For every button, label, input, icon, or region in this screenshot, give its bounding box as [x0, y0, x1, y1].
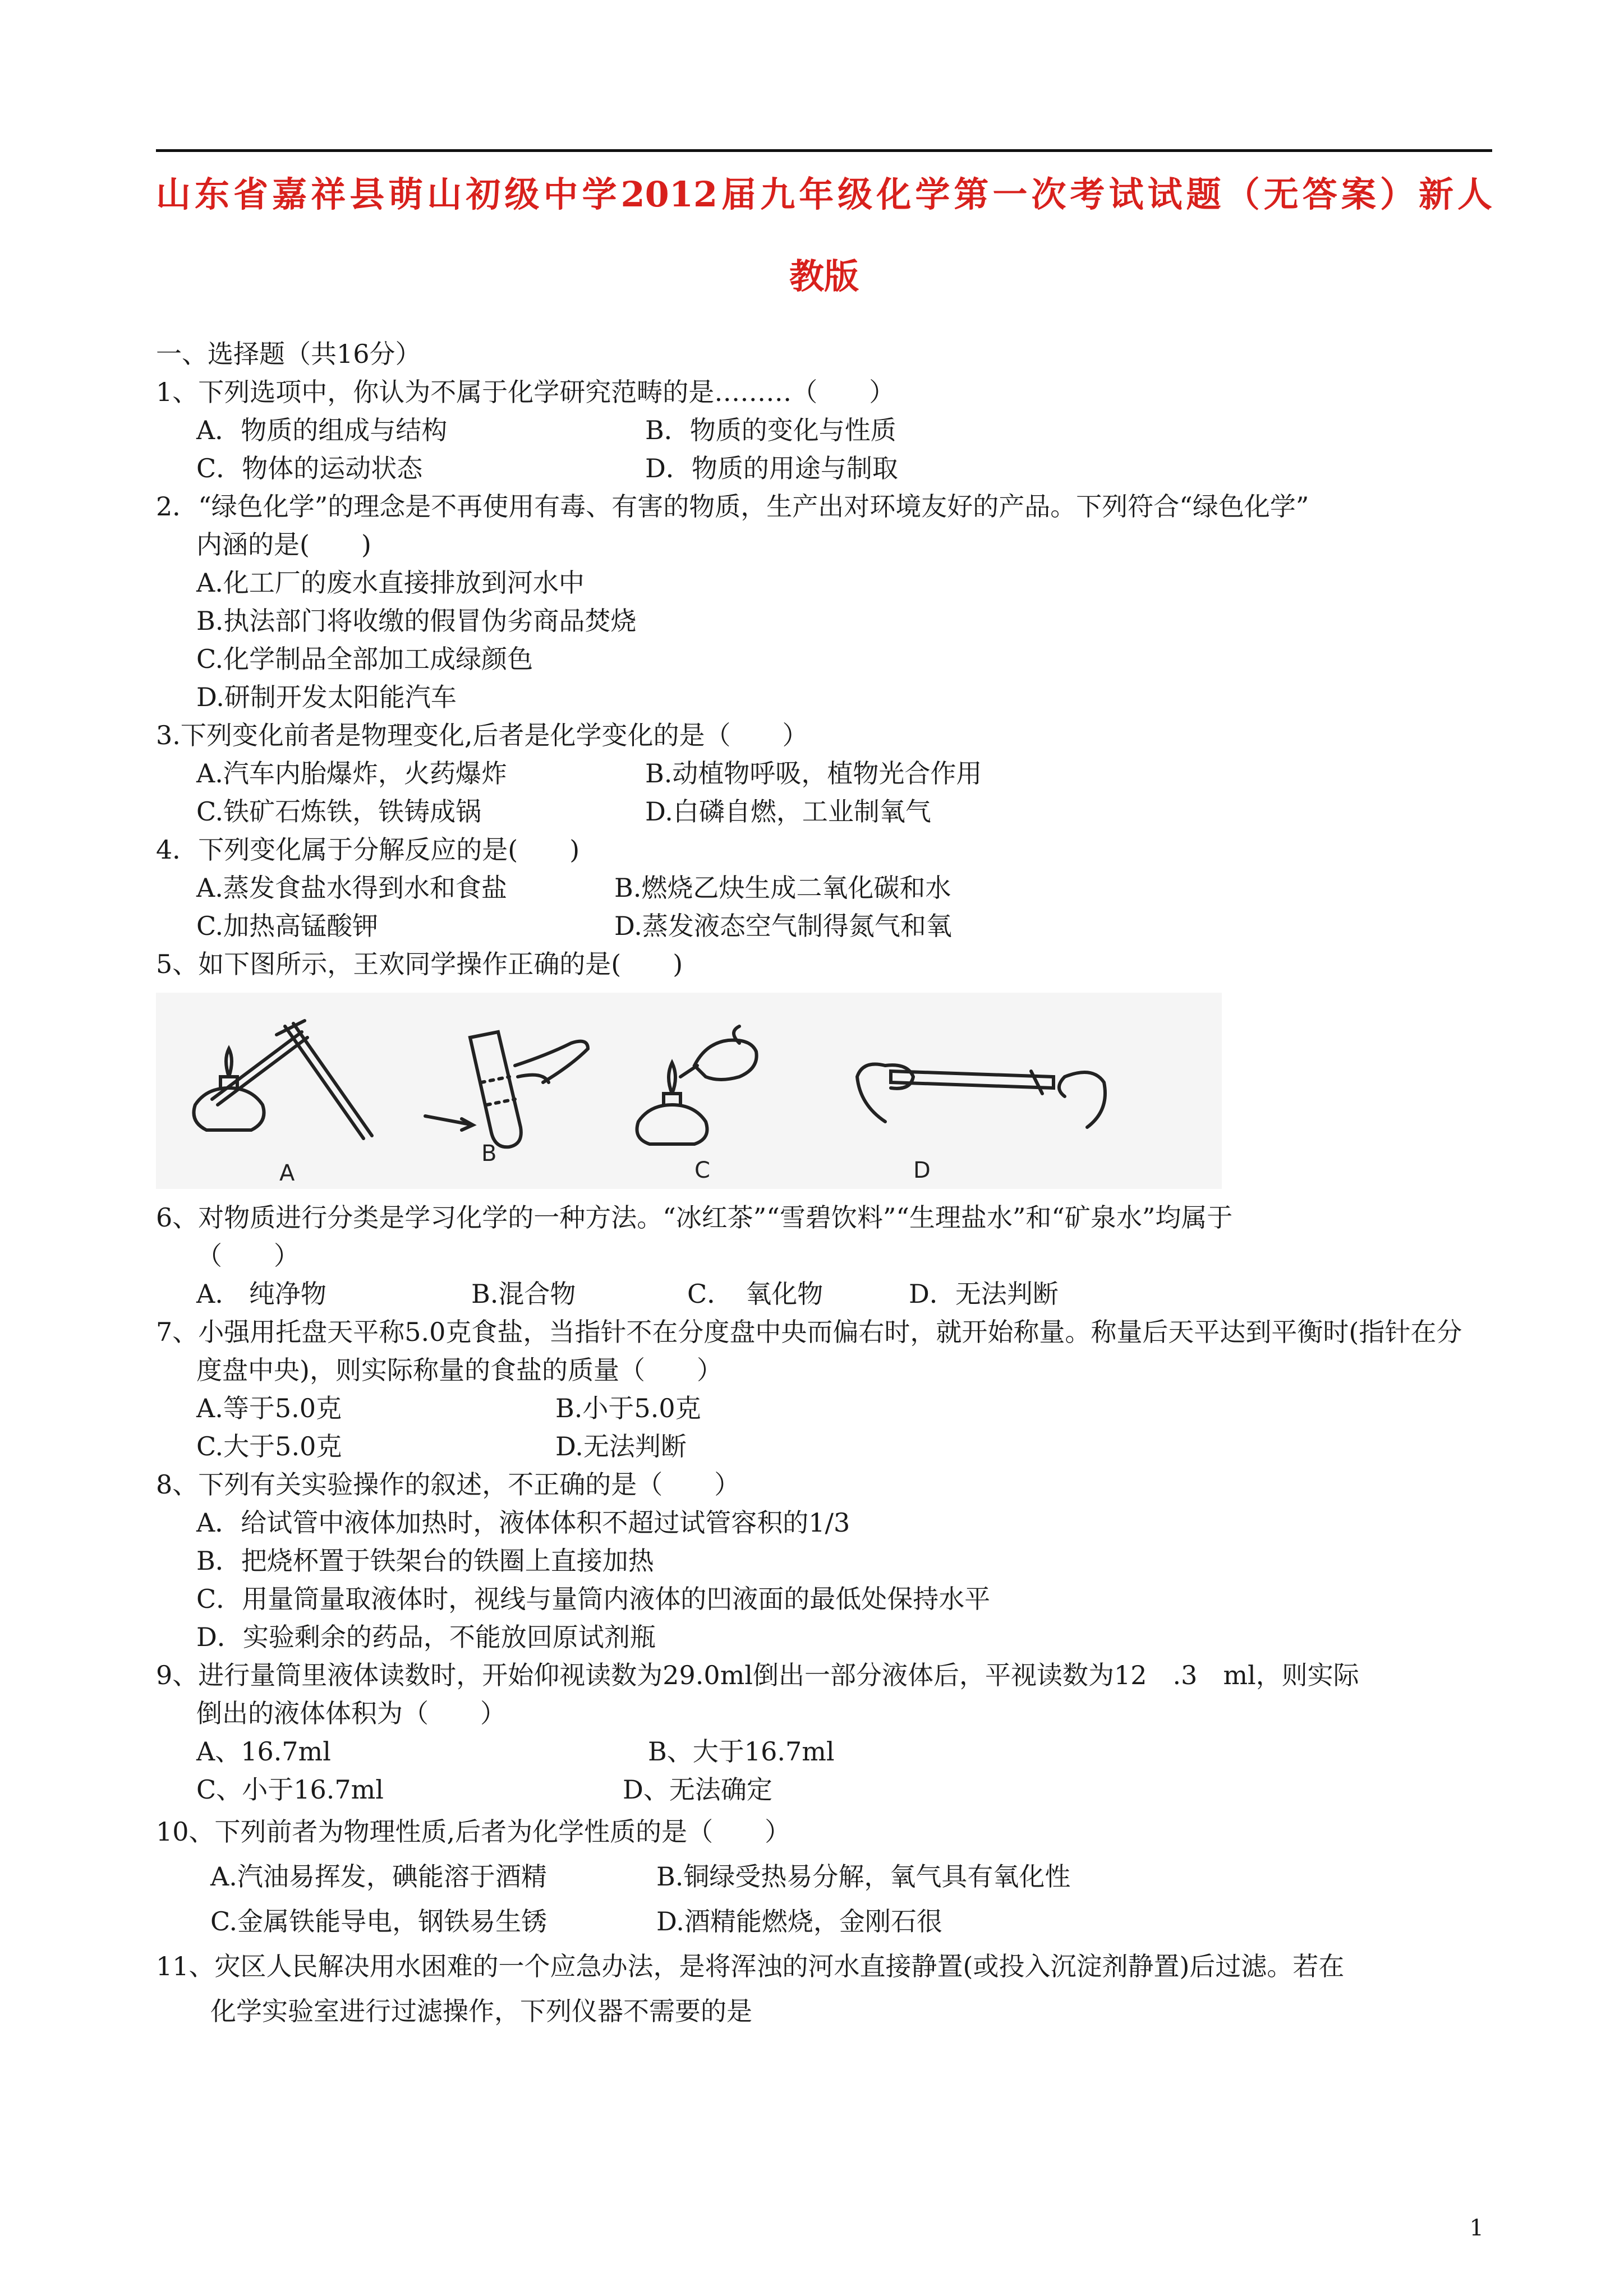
- q9-stem-line1: 9、进行量筒里液体读数时，开始仰视读数为29.0ml倒出一部分液体后，平视读数为12 .3 ml，则实际: [156, 1660, 1359, 1690]
- q6-stem-line2: （ ）: [196, 1241, 300, 1271]
- q6-option-d: D．无法判断: [909, 1279, 1059, 1309]
- q7-option-b: B.小于5.0克: [555, 1393, 701, 1423]
- q3-option-c: C.铁矿石炼铁，铁铸成锅: [196, 796, 482, 827]
- figure-a-lamp-heating: [194, 1021, 372, 1138]
- q10-option-b: B.铜绿受热易分解，氧气具有氧化性: [656, 1861, 1071, 1892]
- q2-option-b: B.执法部门将收缴的假冒伪劣商品焚烧: [196, 606, 637, 636]
- q10-stem: 10、下列前者为物理性质,后者为化学性质的是（ ）: [156, 1816, 791, 1847]
- q3-option-d: D.白磷自燃，工业制氧气: [645, 796, 931, 827]
- section-heading: 一、选择题（共16分）: [156, 339, 421, 369]
- q1-option-a: A．物质的组成与结构: [196, 415, 448, 445]
- q9-option-b: B、大于16.7ml: [648, 1736, 835, 1767]
- q9-option-c: C、小于16.7ml: [196, 1774, 384, 1805]
- q2-option-d: D.研制开发太阳能汽车: [196, 682, 457, 712]
- q11-stem-line2: 化学实验室进行过滤操作，下列仪器不需要的是: [210, 1996, 752, 2026]
- q6-stem-line1: 6、对物质进行分类是学习化学的一种方法。“冰红茶”“雪碧饮料”“生理盐水”和“矿泉水”均属于: [156, 1202, 1233, 1233]
- page-number: 1: [1469, 2215, 1484, 2241]
- q8-option-a: A．给试管中液体加热时，液体体积不超过试管容积的1/3: [196, 1507, 850, 1538]
- q4-option-a: A.蒸发食盐水得到水和食盐: [196, 873, 507, 903]
- q7-stem-line1: 7、小强用托盘天平称5.0克食盐，当指针不在分度盘中央而偏右时，就开始称量。称量后天平达到平衡时(指针在分: [156, 1317, 1462, 1347]
- doc-title-line1: 山东省嘉祥县萌山初级中学2012届九年级化学第一次考试试题（无答案）新人: [156, 174, 1492, 215]
- q5-stem: 5、如下图所示，王欢同学操作正确的是( ): [156, 949, 683, 979]
- figure-d-hands-horizontal-tube: [857, 1064, 1105, 1128]
- q9-option-a: A、16.7ml: [196, 1736, 331, 1767]
- q1-option-b: B．物质的变化与性质: [645, 415, 896, 445]
- q9-stem-line2: 倒出的液体体积为（ ）: [196, 1698, 506, 1728]
- figure-label-b: B: [481, 1141, 497, 1167]
- q4-stem: 4．下列变化属于分解反应的是( ): [156, 835, 580, 865]
- figure-label-a: A: [279, 1160, 295, 1186]
- q3-option-b: B.动植物呼吸，植物光合作用: [645, 758, 982, 789]
- q8-option-b: B．把烧杯置于铁架台的铁圈上直接加热: [196, 1546, 654, 1576]
- q6-option-b: B.混合物: [471, 1279, 576, 1309]
- q9-option-d: D、无法确定: [623, 1774, 772, 1805]
- figure-c-lighting-lamps: [637, 1026, 757, 1144]
- q8-option-c: C．用量筒量取液体时，视线与量筒内液体的凹液面的最低处保持水平: [196, 1584, 991, 1614]
- q10-option-a: A.汽油易挥发，碘能溶于酒精: [210, 1861, 547, 1892]
- q1-option-c: C．物体的运动状态: [196, 453, 423, 483]
- q2-option-a: A.化工厂的废水直接排放到河水中: [196, 568, 585, 598]
- q7-option-c: C.大于5.0克: [196, 1431, 342, 1461]
- q4-option-b: B.燃烧乙炔生成二氧化碳和水: [614, 873, 951, 903]
- q8-stem: 8、下列有关实验操作的叙述，不正确的是（ ）: [156, 1469, 740, 1500]
- q10-option-d: D.酒精能燃烧，金刚石很: [656, 1906, 942, 1937]
- q7-option-d: D.无法判断: [555, 1431, 687, 1461]
- q1-stem: 1、下列选项中，你认为不属于化学研究范畴的是………（ ）: [156, 377, 895, 407]
- q8-option-d: D．实验剩余的药品，不能放回原试剂瓶: [196, 1622, 656, 1652]
- q6-option-c: C． 氧化物: [687, 1279, 823, 1309]
- figure-label-c: C: [694, 1158, 710, 1183]
- q2-stem-line1: 2．“绿色化学”的理念是不再使用有毒、有害的物质，生产出对环境友好的产品。下列符合“绿色化学”: [156, 491, 1309, 522]
- q5-experiment-figure: [156, 993, 1222, 1189]
- doc-title-line2: 教版: [789, 256, 859, 297]
- q2-option-c: C.化学制品全部加工成绿颜色: [196, 644, 533, 674]
- q1-option-d: D．物质的用途与制取: [645, 453, 898, 483]
- q2-stem-line2: 内涵的是( ): [196, 529, 371, 560]
- q7-stem-line2: 度盘中央)，则实际称量的食盐的质量（ ）: [196, 1355, 723, 1385]
- q3-stem: 3.下列变化前者是物理变化,后者是化学变化的是（ ）: [156, 720, 808, 750]
- figure-label-d: D: [913, 1158, 931, 1183]
- q4-option-c: C.加热高锰酸钾: [196, 911, 379, 941]
- q4-option-d: D.蒸发液态空气制得氮气和氧: [614, 911, 952, 941]
- q3-option-a: A.汽车内胎爆炸，火药爆炸: [196, 758, 507, 789]
- q10-option-c: C.金属铁能导电，钢铁易生锈: [210, 1906, 548, 1937]
- q6-option-a: A. 纯净物: [196, 1279, 326, 1309]
- figure-b-hand-test-tube: [425, 1032, 588, 1147]
- q11-stem-line1: 11、灾区人民解决用水困难的一个应急办法，是将浑浊的河水直接静置(或投入沉淀剂静置)后过滤。若在: [156, 1951, 1345, 1981]
- header-rule: [156, 149, 1492, 152]
- q7-option-a: A.等于5.0克: [196, 1393, 342, 1423]
